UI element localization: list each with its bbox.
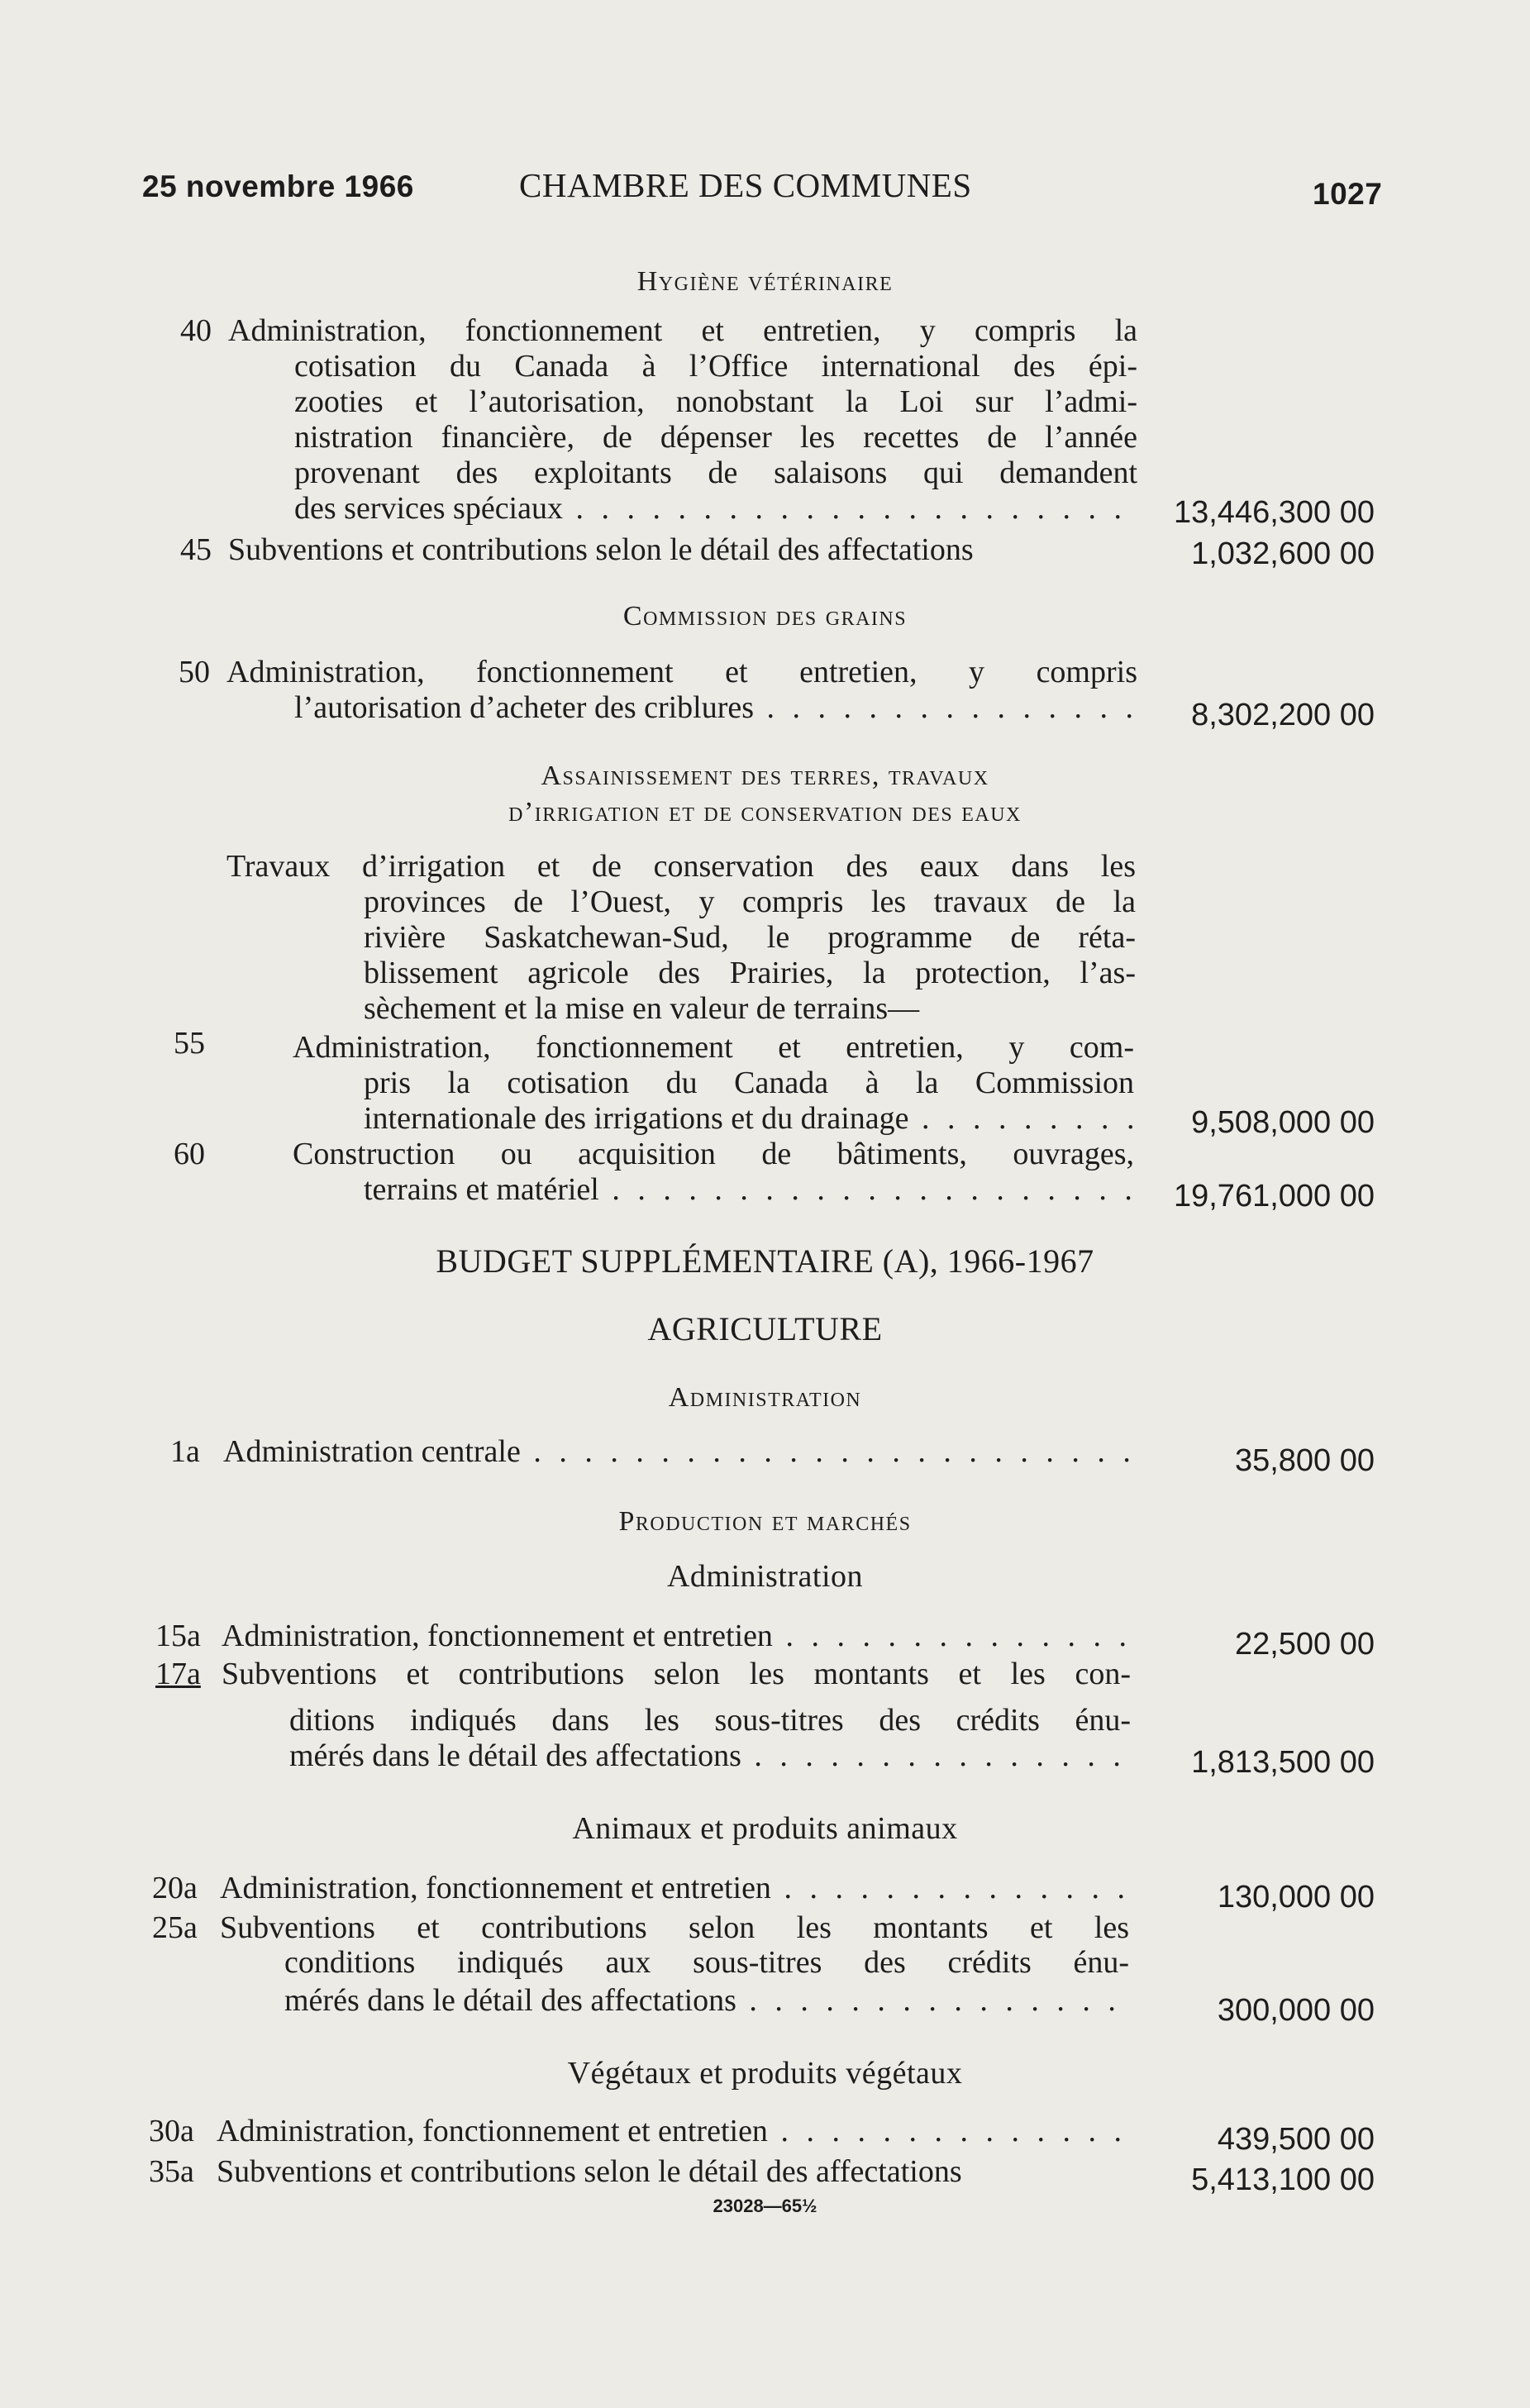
- header-title: CHAMBRE DES COMMUNES: [519, 166, 972, 204]
- vote-amount: 8,302,200 00: [1191, 698, 1375, 732]
- vote-number: 45: [180, 532, 212, 567]
- vote-amount: 13,446,300 00: [1173, 495, 1375, 530]
- vote-amount: 35,800 00: [1234, 1443, 1375, 1478]
- vote-text-line: Subventions et contributions selon le détail des affectations: [228, 532, 974, 567]
- section-heading-grains: Commission des grains: [622, 601, 908, 632]
- vote-text-line: Subventions et contributions selon les montants et les con-: [222, 1657, 1131, 1691]
- vote-text-line: nistration financière, de dépenser les recettes de l’année: [294, 420, 1137, 455]
- vote-amount: 1,813,500 00: [1191, 1745, 1375, 1780]
- vote-amount: 19,761,000 00: [1173, 1179, 1375, 1214]
- vote-text-line: provenant des exploitants de salaisons qui demandent: [294, 455, 1137, 490]
- intro-text-line: Travaux d’irrigation et de conservation des eaux dans les: [226, 849, 1136, 884]
- vote-number: 20a: [152, 1871, 198, 1905]
- vote-number: 17a: [155, 1657, 201, 1691]
- budget-heading: BUDGET SUPPLÉMENTAIRE (A), 1966-1967: [436, 1242, 1094, 1280]
- vote-number: 35a: [149, 2154, 194, 2189]
- subsection-heading-administration: Administration: [666, 1559, 864, 1594]
- vote-text-line: pris la cotisation du Canada à la Commission: [364, 1066, 1134, 1100]
- header-date: 25 novembre 1966: [142, 169, 414, 203]
- vote-number: 50: [179, 655, 210, 689]
- subsection-heading-animaux: Animaux et produits animaux: [572, 1811, 958, 1846]
- vote-text-line: Administration, fonctionnement et entretien, y compris: [226, 655, 1137, 689]
- vote-amount: 439,500 00: [1217, 2122, 1375, 2157]
- vote-amount: 9,508,000 00: [1191, 1105, 1375, 1140]
- vote-amount: 22,500 00: [1234, 1627, 1375, 1662]
- vote-text-line: Administration, fonctionnement et entretien . . .: [220, 1870, 1129, 1906]
- intro-text-line: rivière Saskatchewan-Sud, le programme de réta-: [364, 920, 1136, 955]
- section-heading-hygiene: Hygiène vétérinaire: [636, 266, 894, 297]
- vote-text-line: Administration, fonctionnement et entretien . . .: [222, 1618, 1131, 1654]
- vote-text-line: Construction ou acquisition de bâtiments, ouvrages,: [293, 1137, 1134, 1171]
- section-heading-administration: Administration: [668, 1382, 862, 1413]
- vote-text-line: ditions indiqués dans les sous-titres des crédits énu-: [289, 1703, 1131, 1738]
- agriculture-heading: AGRICULTURE: [647, 1310, 883, 1347]
- vote-text-line: internationale des irrigations et du drainage . . .: [364, 1100, 1134, 1137]
- vote-amount: 5,413,100 00: [1191, 2162, 1375, 2197]
- vote-text-line: Subventions et contributions selon le détail des affectations: [217, 2154, 962, 2189]
- vote-number: 15a: [155, 1619, 201, 1653]
- vote-amount: 1,032,600 00: [1191, 536, 1375, 571]
- vote-text-line: zooties et l’autorisation, nonobstant la Loi sur l’admi-: [294, 384, 1137, 419]
- vote-text-line: mérés dans le détail des affectations . . .: [284, 1982, 1129, 2019]
- vote-text-line: Administration, fonctionnement et entretien . . .: [217, 2113, 1126, 2149]
- vote-text-line: conditions indiqués aux sous-titres des crédits énu-: [284, 1945, 1129, 1980]
- section-heading-irrigation-2: d’irrigation et de conservation des eaux: [508, 797, 1022, 827]
- vote-number: 30a: [149, 2114, 194, 2148]
- vote-number: 55: [174, 1026, 205, 1061]
- vote-text-line: mérés dans le détail des affectations . . .: [289, 1738, 1131, 1774]
- section-heading-production: Production et marchés: [618, 1506, 912, 1537]
- page-number: 1027: [1313, 177, 1383, 211]
- vote-text-line: des services spéciaux . . .: [294, 490, 1137, 527]
- vote-amount: 130,000 00: [1217, 1880, 1375, 1914]
- vote-text-line: terrains et matériel . . .: [364, 1171, 1134, 1208]
- vote-amount: 300,000 00: [1217, 1993, 1375, 2028]
- vote-text-line: Administration, fonctionnement et entretien, y com-: [293, 1030, 1134, 1065]
- vote-text-line: Administration, fonctionnement et entretien, y compris la: [228, 313, 1137, 348]
- vote-text-line: Administration centrale . . .: [223, 1433, 1132, 1470]
- vote-text-line: cotisation du Canada à l’Office international des épi-: [294, 349, 1137, 384]
- vote-number: 40: [180, 313, 212, 348]
- vote-number: 25a: [152, 1910, 198, 1945]
- vote-number: 1a: [170, 1434, 200, 1469]
- intro-text-line: sèchement et la mise en valeur de terrains—: [364, 991, 920, 1026]
- vote-text-line: Subventions et contributions selon les montants et les: [220, 1910, 1129, 1945]
- intro-text-line: blissement agricole des Prairies, la protection, l’as-: [364, 956, 1136, 990]
- section-heading-irrigation: Assainissement des terres, travaux: [541, 761, 989, 791]
- vote-text-line: l’autorisation d’acheter des criblures . . .: [294, 689, 1137, 726]
- intro-text-line: provinces de l’Ouest, y compris les travaux de la: [364, 885, 1136, 919]
- printer-signature: 23028—65½: [713, 2196, 817, 2216]
- vote-number: 60: [174, 1137, 205, 1171]
- subsection-heading-vegetaux: Végétaux et produits végétaux: [567, 2056, 963, 2091]
